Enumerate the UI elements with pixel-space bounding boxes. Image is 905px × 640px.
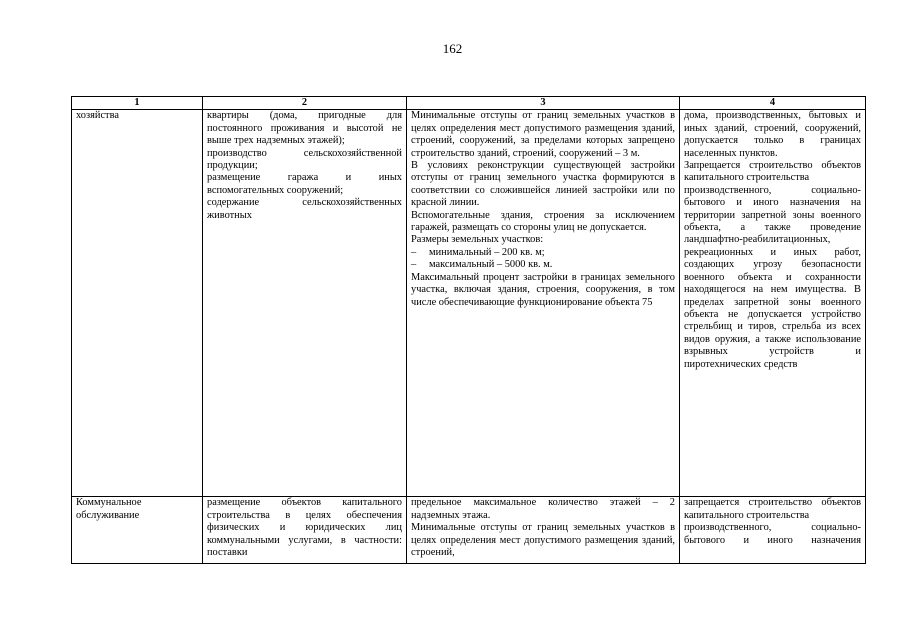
- cell-permitted-use-description: [203, 497, 407, 564]
- cell-text: дома, производственных, бытовых и иных зданий, строений, сооружений, допускается только в границах населенных пунктов.: [684, 110, 861, 159]
- cell-restrictions: [680, 497, 866, 564]
- list-item: [411, 259, 675, 271]
- cell-parameters: [407, 497, 680, 564]
- cell-text: В условиях реконструкции существующей застройки отступы от границ земельного участка формируются в соответствии со сложившейся линией застройки или по красной линии.: [411, 160, 675, 209]
- cell-parameters: [407, 110, 680, 497]
- cell-text: запрещается строительство объектов капитального строительства: [684, 497, 861, 521]
- cell-land-use-type: [72, 110, 203, 497]
- column-header-2: 2: [203, 97, 407, 110]
- column-header-3: 3: [407, 97, 680, 110]
- table-row: [72, 497, 866, 564]
- dash-bullet: –: [411, 259, 417, 271]
- cell-text: Вспомогательные здания, строения за исключением гаражей, размещать со стороны улиц не допускается.: [411, 209, 675, 234]
- cell-text: содержание сельскохозяйственных животных: [207, 197, 402, 221]
- cell-text: Размеры земельных участков:: [411, 234, 544, 246]
- cell-permitted-use-description: [203, 110, 407, 497]
- cell-text: предельное максимальное количество этажей – 2 надземных этажа.: [411, 497, 675, 521]
- cell-text: Максимальный процент застройки в границах земельного участка, включая здания, строения, сооружения, в том числе обеспечивающие функционирование объекта 75: [411, 271, 675, 308]
- table-row: [72, 110, 866, 497]
- land-use-table: [71, 96, 866, 564]
- column-header-4: 4: [680, 97, 866, 110]
- cell-text: размещение гаража и иных вспомогательных сооружений;: [207, 172, 402, 196]
- list-item: [411, 247, 675, 259]
- cell-text: производственного, социально-бытового и иного назначения на территории запретной зоны военного объекта, а также проведение ландшафтно-реабилитационных, рекреационных и иных работ, создающих угрозу безопасности военного объекта и сохранности находящегося на нем имущества. В пределах запретной зоны военного объекта не допускается устройство стрельбищ и тиров, стрельба из всех видов оружия, а также использование взрывных устройств и пиротехнических средств: [684, 184, 861, 370]
- cell-text: Минимальные отступы от границ земельных участков в целях определения мест допустимого размещения зданий, строений,: [411, 522, 675, 559]
- cell-text: Коммунальное обслуживание: [76, 497, 142, 521]
- dash-bullet: –: [411, 246, 417, 258]
- header-row: [72, 97, 866, 110]
- cell-restrictions: [680, 110, 866, 497]
- list-item-text: максимальный – 5000 кв. м.: [429, 259, 553, 271]
- list-item-text: минимальный – 200 кв. м;: [429, 246, 545, 258]
- cell-text: производство сельскохозяйственной продукции;: [207, 147, 402, 172]
- cell-text: Запрещается строительство объектов капитального строительства: [684, 160, 861, 184]
- cell-text: хозяйства: [76, 110, 119, 122]
- cell-text: Минимальные отступы от границ земельных участков в целях определения мест допустимого размещения зданий, строений, сооружений, за пределами которых запрещено строительство зданий, строений, сооружений – 3 м.: [411, 110, 675, 159]
- cell-land-use-type: [72, 497, 203, 564]
- cell-text: размещение объектов капитального строительства в целях обеспечения физических и юридических лиц коммунальными услугами, в частности: поставки: [207, 497, 402, 559]
- column-header-1: 1: [72, 97, 203, 110]
- cell-text: производственного, социально-бытового и иного назначения: [684, 522, 861, 546]
- page-number: 162: [442, 41, 463, 56]
- cell-text: квартиры (дома, пригодные для постоянного проживания и высотой не выше трех надземных этажей);: [207, 110, 402, 147]
